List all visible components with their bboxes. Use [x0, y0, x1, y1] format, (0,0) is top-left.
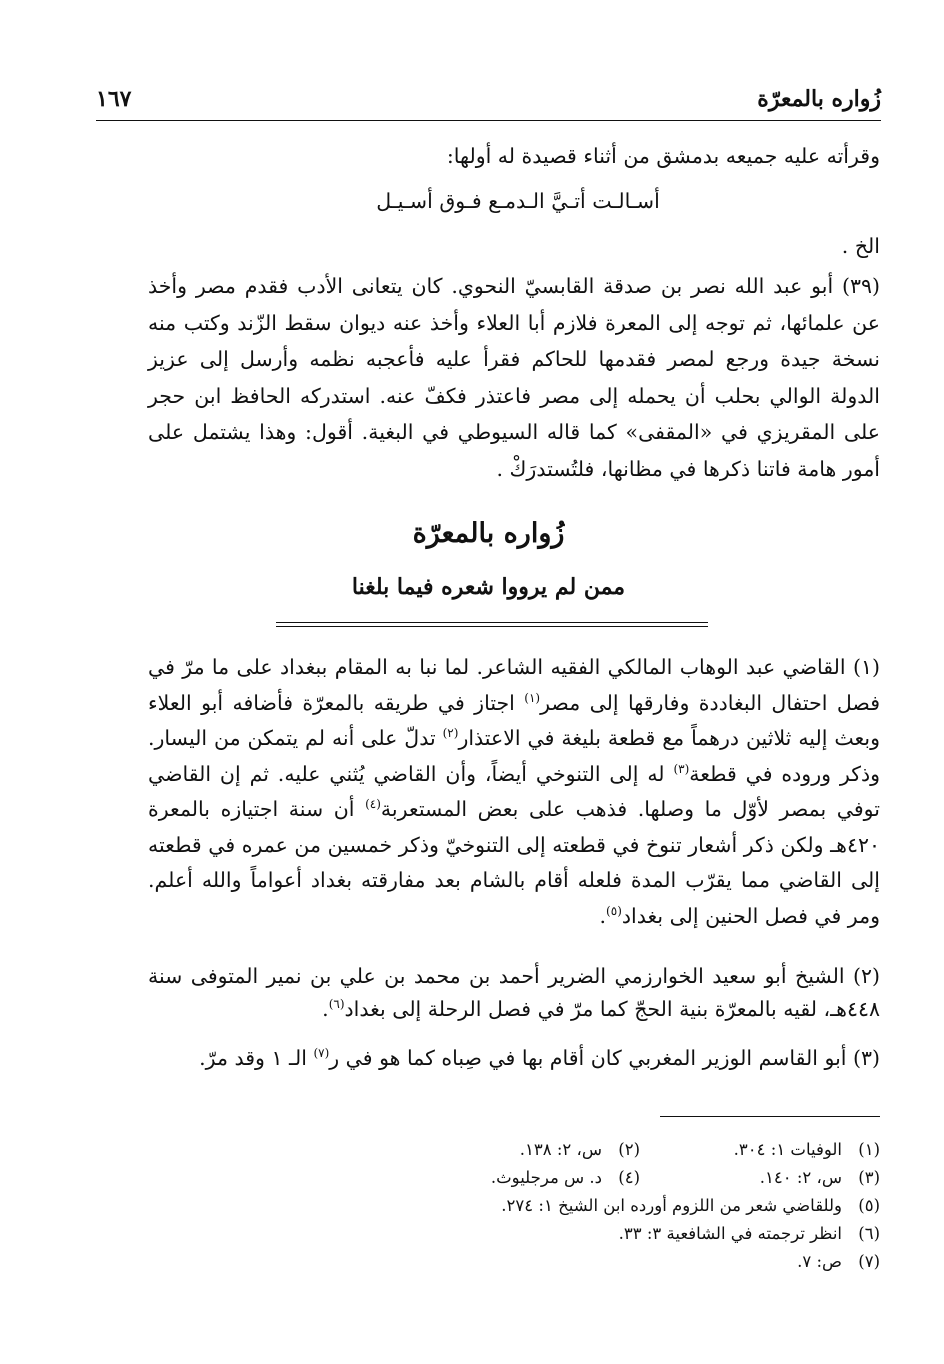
entry-3-text: (٣) أبو القاسم الوزير المغربي كان أقام بها في صِباه كما هو في ر — [329, 1046, 880, 1070]
footnote-row — [330, 1248, 880, 1276]
footnote-number: (٣) — [858, 1168, 880, 1187]
footnote-row — [330, 1192, 880, 1220]
header-rule — [96, 120, 881, 121]
footnote-marker-3: (٣) — [673, 761, 690, 776]
footnote-number: (٦) — [858, 1224, 880, 1243]
footnote-number: (٥) — [858, 1196, 880, 1215]
entry-3-text: الـ ١ وقد مرّ. — [199, 1046, 314, 1070]
footnote-number: (٧) — [858, 1252, 880, 1271]
entry-3-paragraph — [148, 1040, 880, 1076]
footnote-item — [797, 1248, 880, 1276]
footnote-text: الوفيات ١: ٣٠٤. — [733, 1140, 842, 1159]
footnote-marker-4: (٤) — [365, 797, 381, 812]
verse-line: أسـالـت أتـيَّ الـدمـع فـوق أسـيـل — [376, 189, 660, 213]
footnote-item — [640, 1164, 880, 1192]
footnote-item — [491, 1164, 640, 1192]
entry-1-text: تدلّ على أنه لم يتمكن من اليسار. وذكر وروده في قطعة — [148, 726, 880, 786]
page-header — [96, 82, 881, 116]
footnote-number: (٢) — [618, 1140, 640, 1159]
footnote-text: وللقاضي شعر من اللزوم أورده ابن الشيخ ١: ٢٧٤. — [501, 1196, 842, 1215]
footnote-marker-2: (٢) — [442, 726, 459, 741]
running-title: زُواره بالمعرّة — [757, 86, 881, 112]
footnote-item — [520, 1136, 640, 1164]
footnote-item — [501, 1192, 880, 1220]
entry-2-text: (٢) الشيخ أبو سعيد الخوارزمي الضرير أحمد بن محمد بن علي بن نمير المتوفى سنة ٤٤٨هـ، لقيه بالمعرّة بنية الحجّ كما مرّ في فصل الرحلة إلى بغداد — [148, 964, 880, 1021]
footnote-row — [330, 1136, 880, 1164]
entry-2-text: . — [322, 997, 329, 1021]
entry-1-paragraph — [148, 650, 880, 934]
footnote-marker-1: (١) — [524, 690, 541, 705]
footnote-marker-5: (٥) — [606, 903, 622, 918]
footnote-number: (١) — [858, 1140, 880, 1159]
footnotes — [330, 1136, 880, 1276]
entry-1-text: اجتاز في طريقه بالمعرّة فأضافه أبو العلاء وبعث إليه ثلاثين درهماً مع قطعة بليغة في الاعتذار — [148, 690, 880, 750]
entry-1-text: . — [599, 903, 607, 928]
entry-1-text: أن سنة اجتيازه بالمعرة ٤٢٠هـ ولكن ذكر أشعار تنوخ في قطعته إلى التنوخيّ وذكر خمسين من عمره في قطعته إلى القاضي مما يقرّب المدة فلعله أقام بالشام بعد مفارقته بغداد أعواماً والله أعلم. ومر في فصل الحنين إلى بغداد — [148, 797, 880, 928]
footnote-number: (٤) — [618, 1168, 640, 1187]
footnote-marker-7: (٧) — [313, 1046, 330, 1061]
entry-1-text: له إلى التنوخي أيضاً، وأن القاضي يُثني عليه. ثم إن القاضي توفي بمصر لأوّل ما وصلها. فذهب على بعض المستعربة — [148, 761, 880, 821]
footnote-text: ص: ٧. — [797, 1252, 842, 1271]
footnote-marker-6: (٦) — [328, 997, 345, 1012]
footnote-text: س، ٢: ١٤٠. — [759, 1168, 842, 1187]
verse-etc: الخ . — [841, 234, 880, 258]
footnote-item — [640, 1136, 880, 1164]
footnote-text: س، ٢: ١٣٨. — [519, 1140, 602, 1159]
footnote-row — [330, 1220, 880, 1248]
section-double-rule — [276, 622, 708, 627]
footnote-text: انظر ترجمته في الشافعية ٣: ٣٣. — [618, 1224, 842, 1243]
footnote-text: د. س مرجليوث. — [490, 1168, 602, 1187]
intro-line: وقرأته عليه جميعه بدمشق من أثناء قصيدة له أولها: — [446, 144, 880, 168]
entry-39-paragraph: (٣٩) أبو عبد الله نصر بن صدقة القابسيّ النحوي. كان يتعانى الأدب فقدم مصر وأخذ عن علمائها، ثم توجه إلى المعرة فلازم أبا العلاء وأخذ عنه ديوان سقط الزّند وكتب منه نسخة جيدة ورجع لمصر فقدمها للحاكم فقرأ عليه فأعجبه نظمه وأرسل إلى عزيز الدولة الوالي بحلب أن يحمله إلى مصر فاعتذر فكفّ عنه. استدركه الحافظ ابن حجر على المقريزي في «المقفى» كما قاله السيوطي في البغية. أقول: وهذا يشتمل على أمور هامة فاتنا ذكرها في مظانها، فلتُستدرَكْ . — [148, 274, 880, 481]
page-number: ١٦٧ — [96, 86, 132, 112]
entry-2-paragraph — [148, 960, 880, 1026]
entry-1-text: (١) القاضي عبد الوهاب المالكي الفقيه الشاعر. لما نبا به المقام ببغداد على ما مرّ في فصل احتفال البغاددة وفارقها إلى مصر — [148, 655, 880, 715]
section-title: زُواره بالمعرّة — [412, 518, 565, 549]
footnote-row — [330, 1164, 880, 1192]
footnote-rule — [660, 1116, 880, 1117]
footnote-item — [619, 1220, 880, 1248]
section-subtitle: ممن لم يرووا شعره فيما بلغنا — [351, 574, 626, 600]
